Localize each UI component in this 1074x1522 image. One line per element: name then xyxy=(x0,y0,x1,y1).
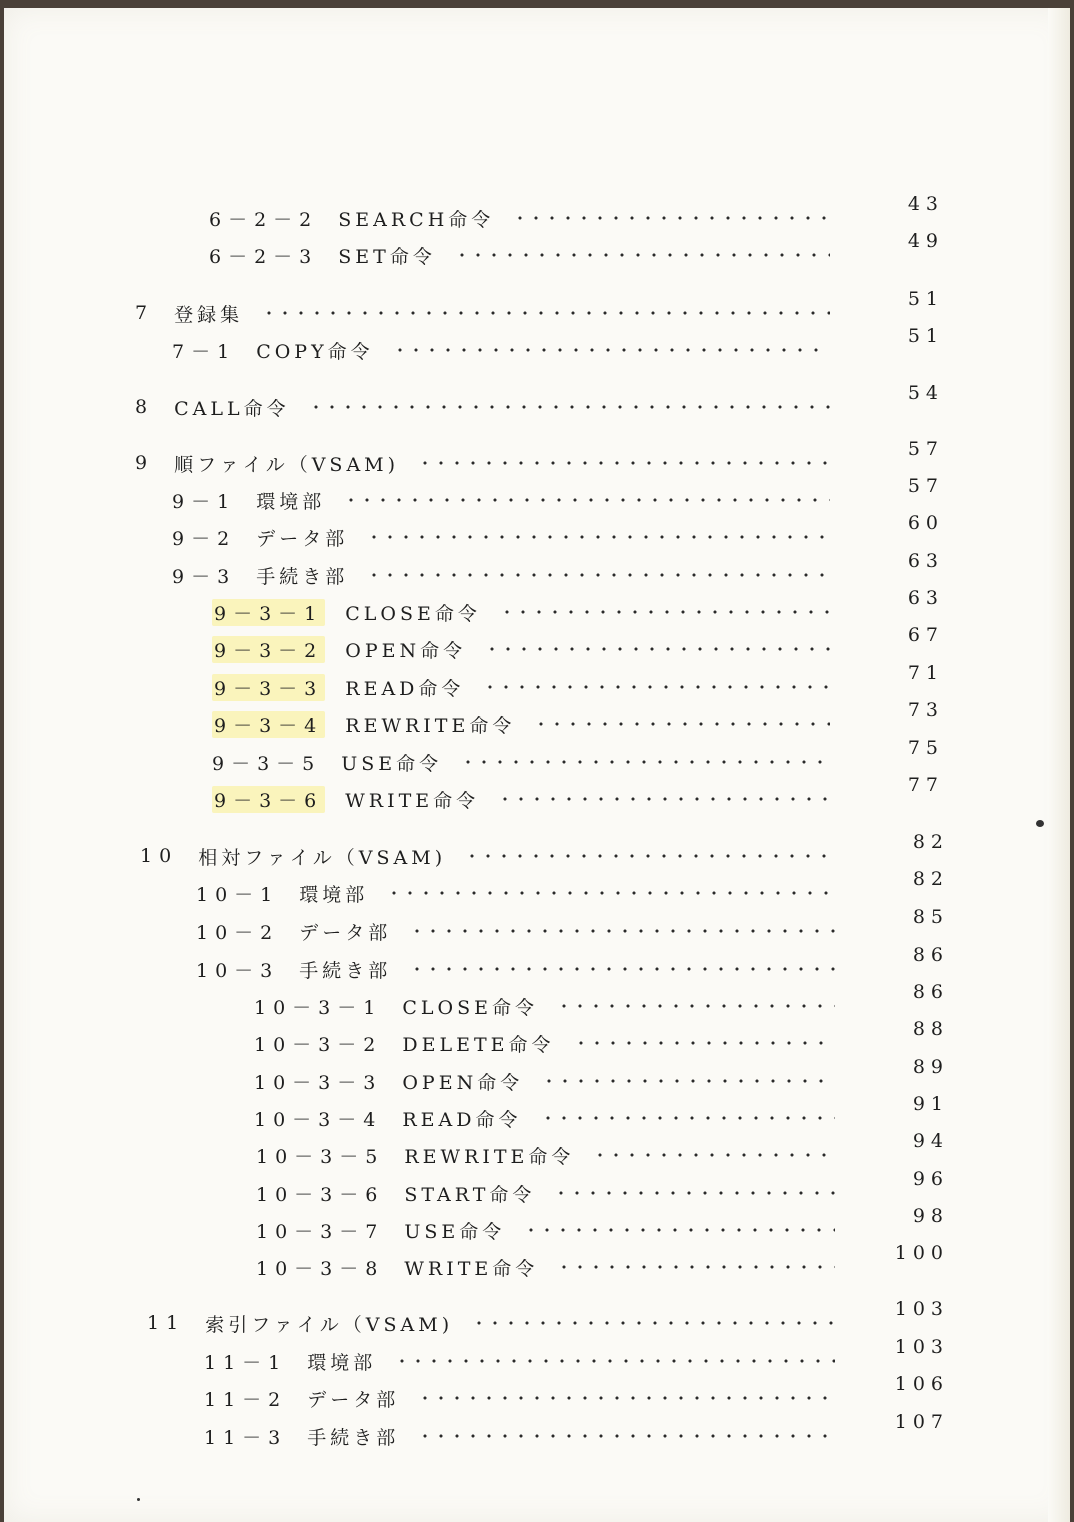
toc-entry-title: DELETE命令 xyxy=(402,1033,555,1056)
toc-entry-page: 54 xyxy=(907,382,944,404)
toc-entry-number: 10 xyxy=(140,845,179,867)
table-of-contents xyxy=(4,8,1070,1522)
toc-entry xyxy=(212,709,854,739)
toc-entry-number: 9－3 xyxy=(172,565,237,588)
toc-entry-number: 9－2 xyxy=(172,527,237,550)
toc-entry-number: 10－3－1 xyxy=(254,996,383,1019)
dot-leader xyxy=(343,498,830,502)
toc-entry xyxy=(256,1215,859,1245)
dot-leader xyxy=(454,253,830,257)
toc-entry-number: 9－3－4 xyxy=(212,711,325,738)
toc-entry-page: 91 xyxy=(912,1093,949,1115)
dot-leader xyxy=(392,348,830,352)
toc-entry-number: 10－1 xyxy=(196,883,280,906)
dot-leader xyxy=(460,760,830,764)
dot-leader xyxy=(409,967,835,971)
toc-entry-title: 索引ファイル（VSAM) xyxy=(205,1313,454,1336)
toc-entry xyxy=(135,298,854,328)
toc-entry-title: 手続き部 xyxy=(299,959,392,982)
toc-entry xyxy=(172,335,854,365)
toc-entry-title: WRITE命令 xyxy=(345,789,480,812)
toc-entry-title: USE命令 xyxy=(404,1220,506,1243)
toc-entry-page: 106 xyxy=(894,1373,949,1395)
toc-entry-page: 96 xyxy=(912,1168,949,1190)
dot-leader xyxy=(386,891,835,895)
toc-entry-page: 51 xyxy=(907,288,944,310)
toc-entry-title: 順ファイル（VSAM) xyxy=(174,453,400,476)
toc-entry-title: CALL命令 xyxy=(174,397,290,420)
toc-entry xyxy=(196,954,859,984)
dot-leader xyxy=(556,1004,835,1008)
toc-entry-title: データ部 xyxy=(299,921,392,944)
toc-entry xyxy=(172,522,854,552)
toc-entry-title: 相対ファイル（VSAM) xyxy=(198,846,447,869)
toc-entry-page: 67 xyxy=(907,624,944,646)
toc-entry xyxy=(204,1383,859,1413)
dot-leader xyxy=(261,311,830,315)
toc-entry-title: 手続き部 xyxy=(307,1426,400,1449)
toc-entry-number: 10－3－3 xyxy=(254,1071,383,1094)
toc-entry-title: 環境部 xyxy=(256,490,326,513)
toc-entry xyxy=(209,240,854,270)
toc-entry-page: 63 xyxy=(907,587,944,609)
toc-entry-number: 9－3－5 xyxy=(212,752,322,775)
toc-entry xyxy=(172,485,854,515)
toc-entry-number: 10－3－4 xyxy=(254,1108,383,1131)
toc-entry-page: 71 xyxy=(907,662,944,684)
toc-entry-number: 9－3－6 xyxy=(212,786,325,813)
dot-leader xyxy=(308,405,830,409)
toc-entry-title: SEARCH命令 xyxy=(338,208,495,231)
toc-entry-number: 10－3－2 xyxy=(254,1033,383,1056)
toc-entry-page: 82 xyxy=(912,868,949,890)
toc-entry-page: 86 xyxy=(912,981,949,1003)
toc-entry-page: 60 xyxy=(907,512,944,534)
toc-entry xyxy=(212,747,854,777)
toc-entry xyxy=(204,1421,859,1451)
toc-entry-page: 75 xyxy=(907,737,944,759)
toc-entry-title: OPEN命令 xyxy=(402,1071,524,1094)
toc-entry-number: 9－3－1 xyxy=(212,599,325,626)
toc-entry-page: 82 xyxy=(912,831,949,853)
toc-entry xyxy=(196,916,859,946)
dot-leader xyxy=(556,1265,835,1269)
dot-leader xyxy=(482,685,830,689)
toc-entry-title: REWRITE命令 xyxy=(404,1145,575,1168)
toc-entry-page: 98 xyxy=(912,1205,949,1227)
dot-leader xyxy=(394,1359,835,1363)
toc-entry-page: 94 xyxy=(912,1130,949,1152)
dot-leader xyxy=(464,854,835,858)
toc-entry-page: 103 xyxy=(894,1336,949,1358)
toc-entry-title: COPY命令 xyxy=(256,340,374,363)
toc-entry-number: 7 xyxy=(135,302,155,324)
toc-entry-page: 89 xyxy=(912,1056,949,1078)
toc-entry-page: 88 xyxy=(912,1018,949,1040)
toc-entry-number: 9－1 xyxy=(172,490,237,513)
toc-entry-title: REWRITE命令 xyxy=(345,714,516,737)
toc-entry-page: 51 xyxy=(907,325,944,347)
toc-entry xyxy=(135,392,854,422)
toc-entry-page: 85 xyxy=(912,906,949,928)
toc-entry-page: 107 xyxy=(894,1411,949,1433)
toc-entry-page: 77 xyxy=(907,774,944,796)
dot-leader xyxy=(366,573,830,577)
dot-leader xyxy=(409,929,835,933)
scan-speck xyxy=(1036,820,1044,827)
toc-entry-page: 57 xyxy=(907,475,944,497)
dot-leader xyxy=(417,461,830,465)
toc-entry-title: 環境部 xyxy=(299,883,369,906)
toc-entry-title: OPEN命令 xyxy=(345,639,467,662)
toc-entry-page: 43 xyxy=(907,193,944,215)
dot-leader xyxy=(540,1116,836,1120)
toc-entry-title: 登録集 xyxy=(174,303,244,326)
toc-entry-number: 9－3－3 xyxy=(212,674,325,701)
dot-leader xyxy=(497,797,830,801)
scan-speck xyxy=(137,1498,140,1501)
toc-entry-number: 10－3 xyxy=(196,959,280,982)
toc-entry-title: WRITE命令 xyxy=(404,1257,539,1280)
toc-entry-title: 環境部 xyxy=(307,1351,377,1374)
toc-entry-title: データ部 xyxy=(307,1388,400,1411)
toc-entry-number: 11－3 xyxy=(204,1426,288,1449)
document-page xyxy=(4,8,1070,1522)
toc-entry-number: 11－2 xyxy=(204,1388,288,1411)
toc-entry-number: 10－3－6 xyxy=(256,1183,385,1206)
toc-entry xyxy=(256,1140,859,1170)
toc-entry xyxy=(140,841,859,871)
toc-entry-number: 6－2－2 xyxy=(209,208,319,231)
toc-entry-number: 11 xyxy=(147,1312,186,1334)
toc-entry-number: 10－3－5 xyxy=(256,1145,385,1168)
toc-entry-page: 100 xyxy=(894,1242,949,1264)
toc-entry xyxy=(254,1103,859,1133)
toc-entry xyxy=(147,1308,859,1338)
toc-entry xyxy=(212,672,854,702)
toc-entry-page: 57 xyxy=(907,438,944,460)
dot-leader xyxy=(523,1228,835,1232)
toc-entry xyxy=(254,1066,859,1096)
dot-leader xyxy=(484,647,830,651)
toc-entry-number: 9 xyxy=(135,452,155,474)
dot-leader xyxy=(533,722,830,726)
dot-leader xyxy=(512,216,830,220)
dot-leader xyxy=(573,1041,836,1045)
toc-entry xyxy=(212,784,854,814)
toc-entry-title: USE命令 xyxy=(341,752,443,775)
toc-entry xyxy=(254,1028,859,1058)
toc-entry-number: 9－3－2 xyxy=(212,636,325,663)
dot-leader xyxy=(541,1079,835,1083)
dot-leader xyxy=(366,535,830,539)
dot-leader xyxy=(499,610,830,614)
toc-entry-page: 86 xyxy=(912,944,949,966)
toc-entry-title: READ命令 xyxy=(345,677,465,700)
dot-leader xyxy=(553,1191,835,1195)
toc-entry xyxy=(172,560,854,590)
toc-entry-page: 63 xyxy=(907,550,944,572)
toc-entry xyxy=(256,1252,859,1282)
toc-entry-page: 103 xyxy=(894,1298,949,1320)
toc-entry-page: 49 xyxy=(907,230,944,252)
toc-entry-number: 6－2－3 xyxy=(209,245,319,268)
toc-entry-title: データ部 xyxy=(256,527,349,550)
toc-entry xyxy=(256,1178,859,1208)
toc-entry-title: SET命令 xyxy=(338,245,436,268)
toc-entry xyxy=(254,991,859,1021)
dot-leader xyxy=(417,1396,835,1400)
dot-leader xyxy=(592,1153,835,1157)
toc-entry-title: CLOSE命令 xyxy=(345,602,481,625)
toc-entry-page: 73 xyxy=(907,699,944,721)
toc-entry-number: 11－1 xyxy=(204,1351,288,1374)
toc-entry-number: 10－2 xyxy=(196,921,280,944)
toc-entry-number: 10－3－8 xyxy=(256,1257,385,1280)
toc-entry xyxy=(212,634,854,664)
dot-leader xyxy=(417,1434,835,1438)
toc-entry xyxy=(135,448,854,478)
toc-entry-title: 手続き部 xyxy=(256,565,349,588)
toc-entry-number: 10－3－7 xyxy=(256,1220,385,1243)
toc-entry-title: START命令 xyxy=(404,1183,536,1206)
toc-entry xyxy=(212,597,854,627)
dot-leader xyxy=(471,1321,835,1325)
toc-entry-title: CLOSE命令 xyxy=(402,996,538,1019)
toc-entry-number: 8 xyxy=(135,396,155,418)
toc-entry xyxy=(196,878,859,908)
toc-entry xyxy=(209,203,854,233)
toc-entry xyxy=(204,1346,859,1376)
toc-entry-number: 7－1 xyxy=(172,340,237,363)
toc-entry-title: READ命令 xyxy=(402,1108,522,1131)
